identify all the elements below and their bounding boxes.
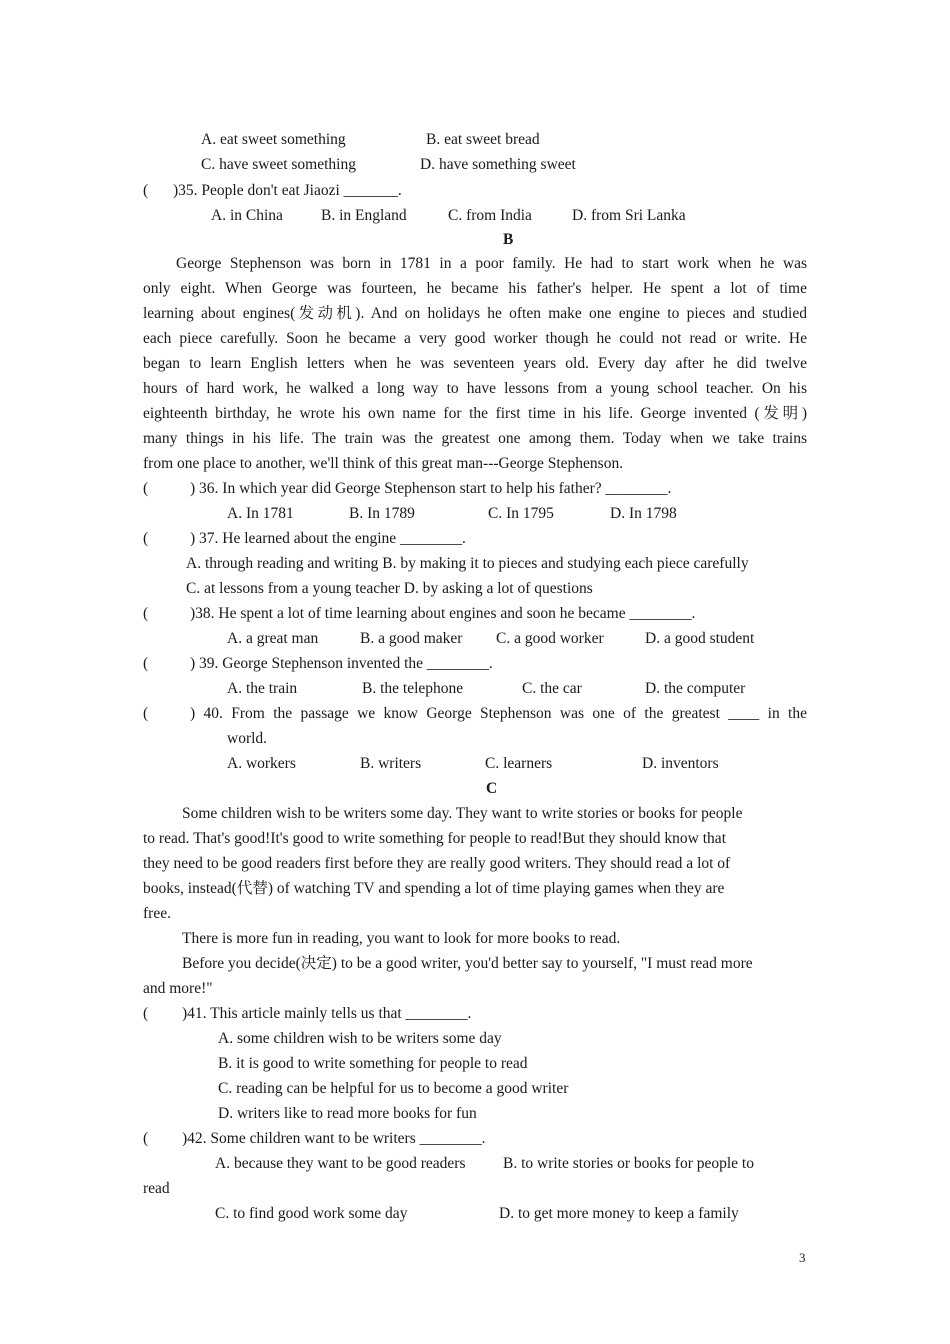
q34-option-d: D. have something sweet [420, 156, 576, 173]
passage-b-line: from one place to another, we'll think of this great man---George Stephenson. [143, 455, 624, 472]
q36-option-c: C. In 1795 [488, 505, 554, 522]
page-number: 3 [799, 1250, 806, 1265]
q38-option-b: B. a good maker [360, 630, 463, 647]
passage-c-line: they need to be good readers first before they are really good writers. They should read a lot of [143, 855, 731, 872]
q42-stem: )42. Some children want to be writers ________. [182, 1130, 486, 1147]
passage-c-line: and more!" [143, 980, 213, 997]
q40-stem-continued: world. [227, 730, 268, 747]
q41-option-c: C. reading can be helpful for us to become a good writer [218, 1080, 569, 1097]
q38-option-c: C. a good worker [496, 630, 604, 647]
q40-answer-paren: ( [143, 705, 149, 722]
q35-option-b: B. in England [321, 207, 407, 224]
q41-option-a: A. some children wish to be writers some day [218, 1030, 502, 1047]
q35-option-c: C. from India [448, 207, 532, 224]
q42-option-a: A. because they want to be good readers [215, 1155, 466, 1172]
q40-stem: ) 40. From the passage we know George Stephenson was one of the greatest ____ in the [190, 705, 807, 722]
passage-c-line: Before you decide(决定) to be a good writer, you'd better say to yourself, "I must read more [182, 955, 753, 972]
q40-option-b: B. writers [360, 755, 422, 772]
q39-option-d: D. the computer [645, 680, 746, 697]
q36-option-b: B. In 1789 [349, 505, 415, 522]
passage-b-line: George Stephenson was born in 1781 in a poor family. He had to start work when he was [176, 255, 807, 272]
passage-b-line: eighteenth birthday, he wrote his own name for the first time in his life. George invented (发明) [143, 405, 807, 422]
q34-option-a: A. eat sweet something [201, 131, 346, 148]
passage-b-line: only eight. When George was fourteen, he became his father's helper. He spent a lot of time [143, 280, 807, 297]
q34-option-b: B. eat sweet bread [426, 131, 540, 148]
q40-option-d: D. inventors [642, 755, 719, 772]
q41-stem: )41. This article mainly tells us that ________. [182, 1005, 472, 1022]
passage-c-line: There is more fun in reading, you want to look for more books to read. [182, 930, 621, 947]
q41-option-b: B. it is good to write something for people to read [218, 1055, 528, 1072]
q35-stem: )35. People don't eat Jiaozi _______. [173, 182, 402, 199]
q41-option-d: D. writers like to read more books for fun [218, 1105, 477, 1122]
q36-option-d: D. In 1798 [610, 505, 677, 522]
passage-b-line: many things in his life. The train was the greatest one among them. Today when we take trains [143, 430, 807, 447]
q39-stem: ) 39. George Stephenson invented the ________. [190, 655, 493, 672]
q42-answer-paren: ( [143, 1130, 149, 1147]
passage-b-line: learning about engines(发动机). And on holidays he often make one engine to pieces and studied [143, 305, 807, 322]
q36-answer-paren: ( [143, 480, 149, 497]
q38-option-a: A. a great man [227, 630, 319, 647]
passage-b-line: began to learn English letters when he was seventeen years old. Every day after he did twelve [143, 355, 807, 372]
section-b-heading: B [503, 231, 514, 248]
q37-answer-paren: ( [143, 530, 149, 547]
q39-answer-paren: ( [143, 655, 149, 672]
passage-c-line: free. [143, 905, 171, 922]
q37-options-c-d: C. at lessons from a young teacher D. by asking a lot of questions [186, 580, 593, 597]
q35-option-a: A. in China [211, 207, 283, 224]
q40-option-a: A. workers [227, 755, 296, 772]
section-c-heading: C [486, 780, 498, 797]
q37-stem: ) 37. He learned about the engine ________. [190, 530, 466, 547]
q39-option-a: A. the train [227, 680, 298, 697]
q39-option-b: B. the telephone [362, 680, 464, 697]
q36-stem: ) 36. In which year did George Stephenson start to help his father? ________. [190, 480, 672, 497]
q34-option-c: C. have sweet something [201, 156, 356, 173]
q39-option-c: C. the car [522, 680, 582, 697]
q36-option-a: A. In 1781 [227, 505, 294, 522]
passage-c-line: to read. That's good!It's good to write something for people to read!But they should know that [143, 830, 726, 847]
q35-option-d: D. from Sri Lanka [572, 207, 686, 224]
q42-option-b: B. to write stories or books for people to [503, 1155, 754, 1172]
passage-b-line: each piece carefully. Soon he became a very good worker though he could not read or write. He [143, 330, 807, 347]
passage-c-line: books, instead(代替) of watching TV and spending a lot of time playing games when they are [143, 880, 725, 897]
passage-c-line: Some children wish to be writers some day. They want to write stories or books for people [182, 805, 743, 822]
q42-option-c: C. to find good work some day [215, 1205, 408, 1222]
q37-options-a-b: A. through reading and writing B. by making it to pieces and studying each piece carefully [186, 555, 749, 572]
passage-b-line: hours of hard work, he walked a long way to have lessons from a young school teacher. On his [143, 380, 807, 397]
q40-option-c: C. learners [485, 755, 553, 772]
q41-answer-paren: ( [143, 1005, 149, 1022]
q35-answer-paren: ( [143, 182, 149, 199]
q38-answer-paren: ( [143, 605, 149, 622]
q42-option-d: D. to get more money to keep a family [499, 1205, 739, 1222]
q42-option-b-continued: read [143, 1180, 170, 1197]
q38-option-d: D. a good student [645, 630, 755, 647]
q38-stem: )38. He spent a lot of time learning about engines and soon he became ________. [190, 605, 696, 622]
